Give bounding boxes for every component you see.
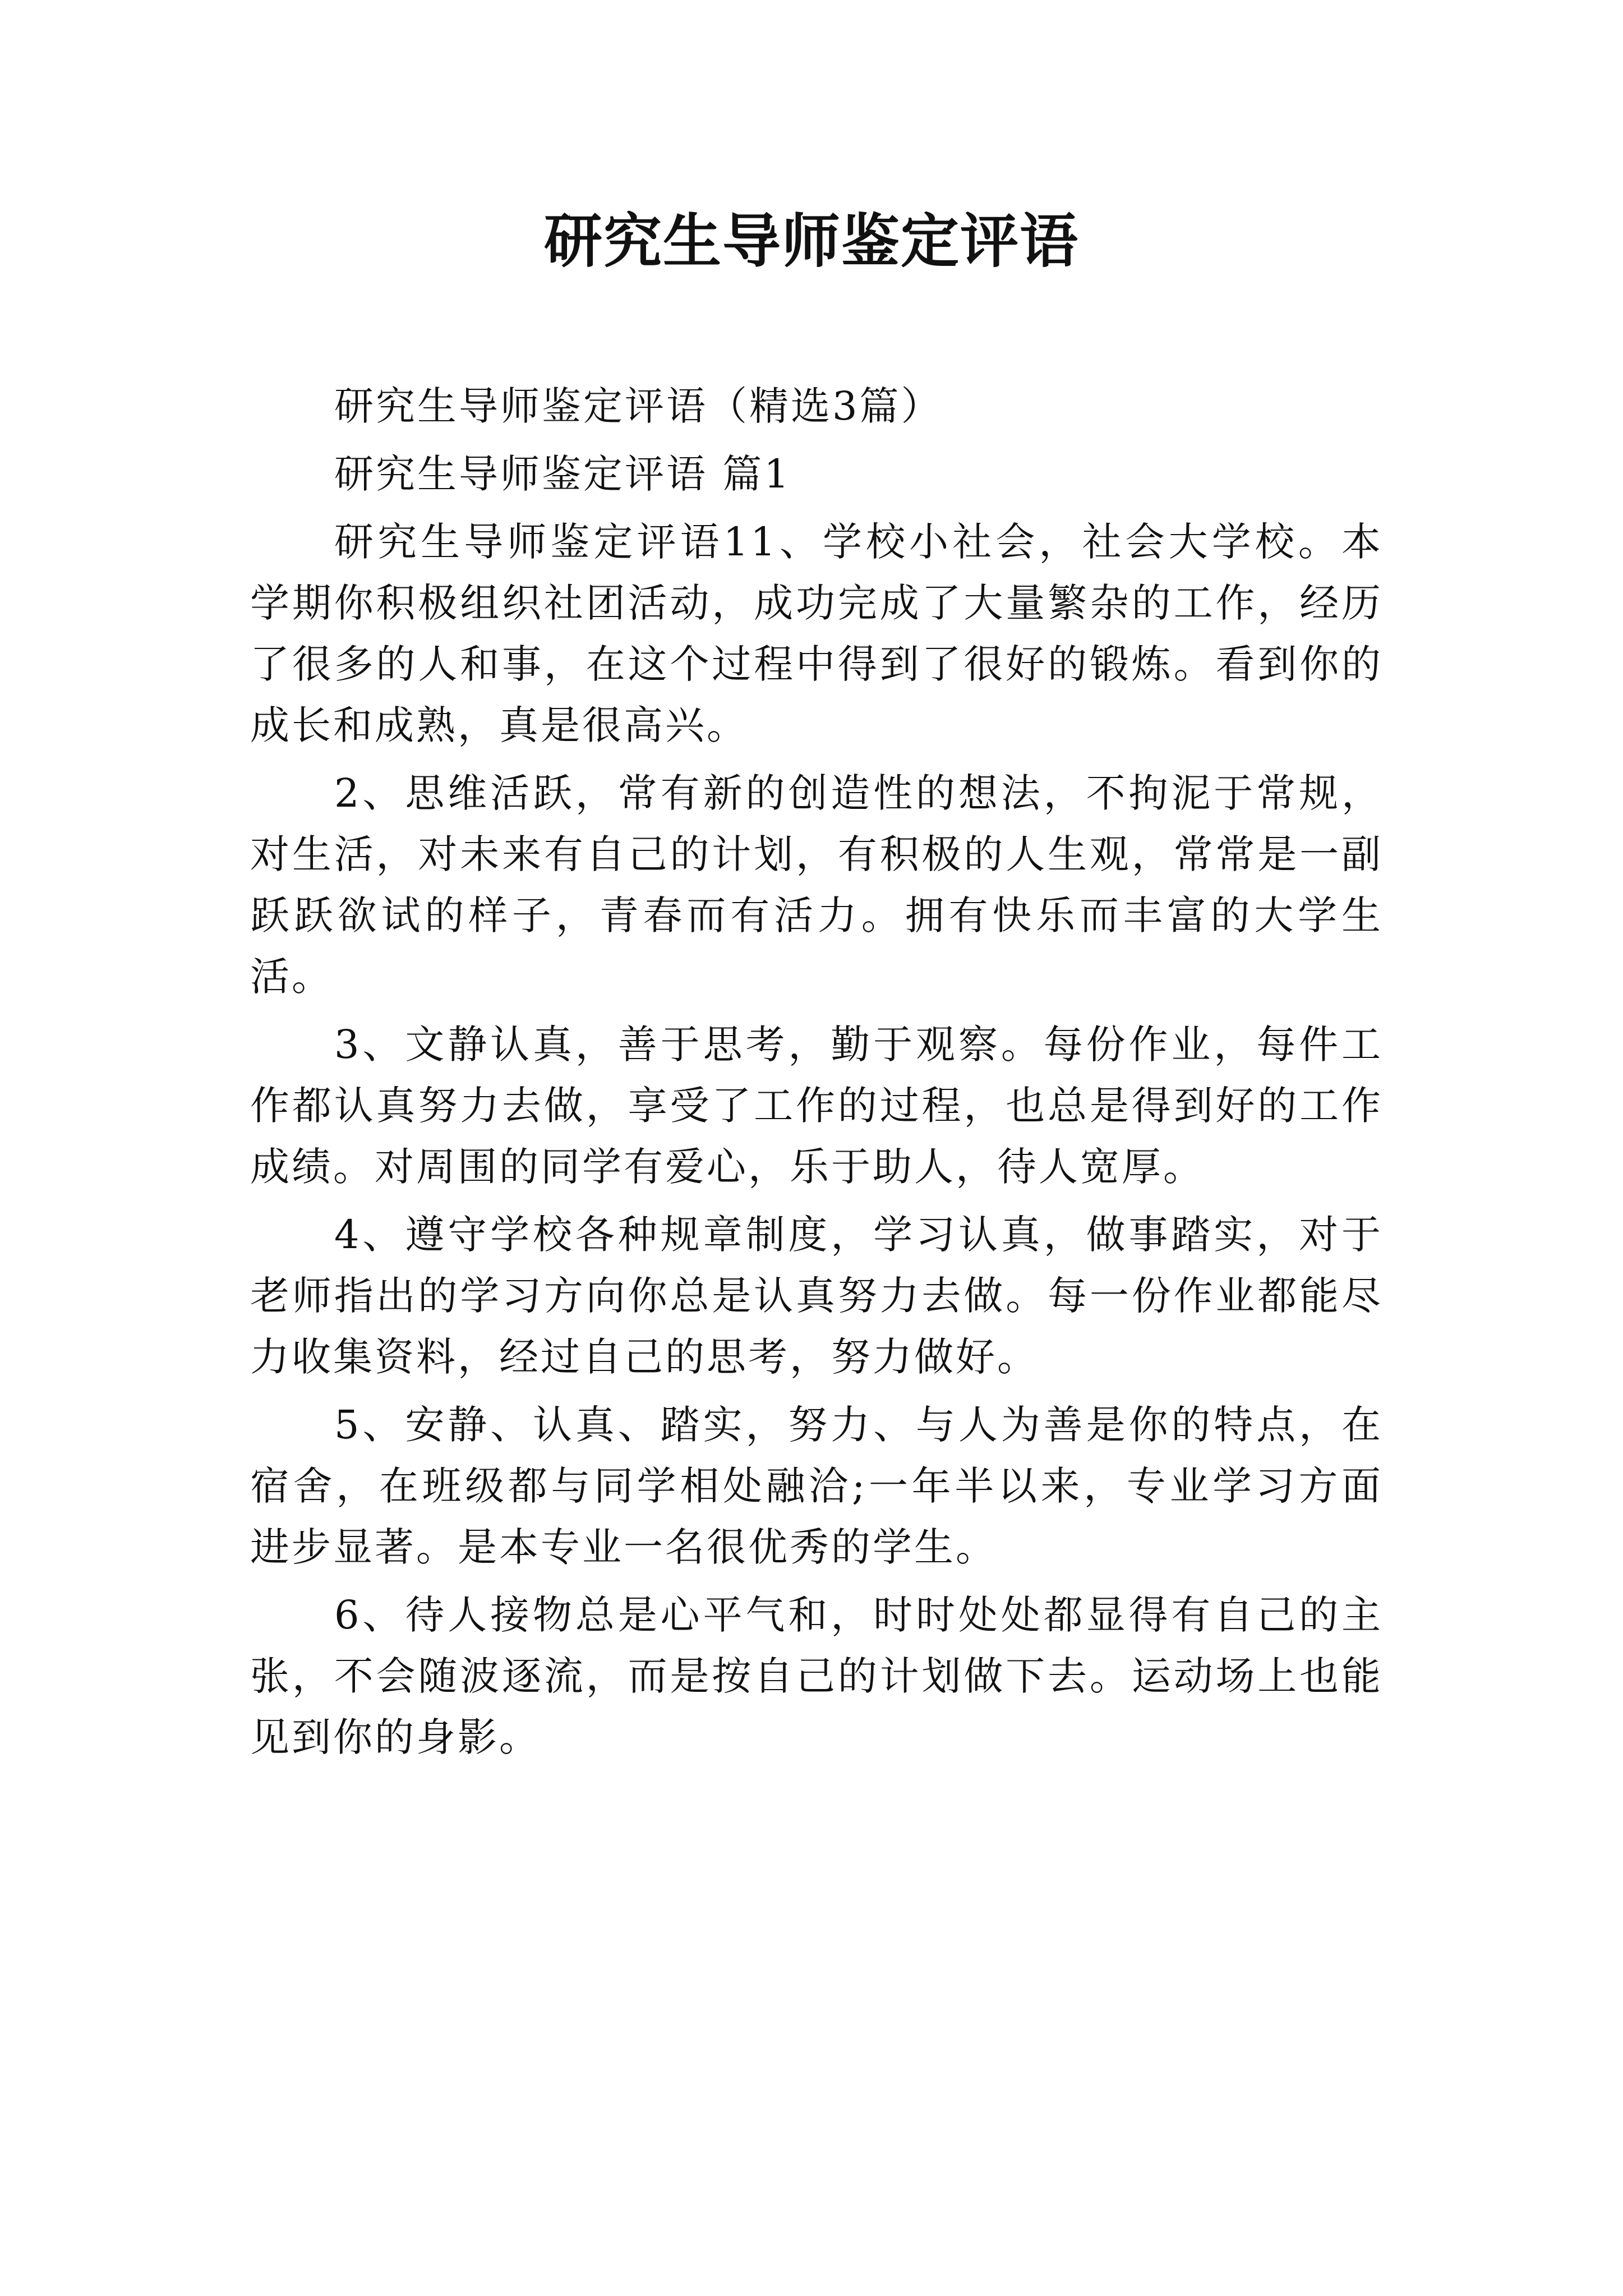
paragraph-comment-2: 2、思维活跃，常有新的创造性的想法，不拘泥于常规，对生活，对未来有自己的计划，有积极的人生观，常常是一副跃跃欲试的样子，青春而有活力。拥有快乐而丰富的大学生活。 [250, 770, 1383, 1000]
document-title: 研究生导师鉴定评语 [543, 206, 1079, 275]
paragraph-comment-1: 研究生导师鉴定评语11、学校小社会，社会大学校。本学期你积极组织社团活动，成功完成了大量繁杂的工作，经历了很多的人和事，在这个过程中得到了很好的锻炼。看到你的成长和成熟，真是很高兴。 [250, 519, 1383, 748]
paragraph-section-heading: 研究生导师鉴定评语 篇1 [334, 451, 791, 497]
paragraph-collection-heading: 研究生导师鉴定评语（精选3篇） [334, 383, 943, 429]
document-body [250, 376, 1383, 1768]
paragraph-comment-6: 6、待人接物总是心平气和，时时处处都显得有自己的主张，不会随波逐流，而是按自己的计划做下去。运动场上也能见到你的身影。 [250, 1592, 1383, 1760]
paragraph-comment-4: 4、遵守学校各种规章制度，学习认真，做事踏实，对于老师指出的学习方向你总是认真努力去做。每一份作业都能尽力收集资料，经过自己的思考，努力做好。 [250, 1212, 1383, 1380]
paragraph-comment-3: 3、文静认真，善于思考，勤于观察。每份作业，每件工作都认真努力去做，享受了工作的过程，也总是得到好的工作成绩。对周围的同学有爱心，乐于助人，待人宽厚。 [250, 1022, 1383, 1190]
paragraph-comment-5: 5、安静、认真、踏实，努力、与人为善是你的特点，在宿舍，在班级都与同学相处融洽;一年半以来，专业学习方面进步显著。是本专业一名很优秀的学生。 [250, 1402, 1383, 1570]
